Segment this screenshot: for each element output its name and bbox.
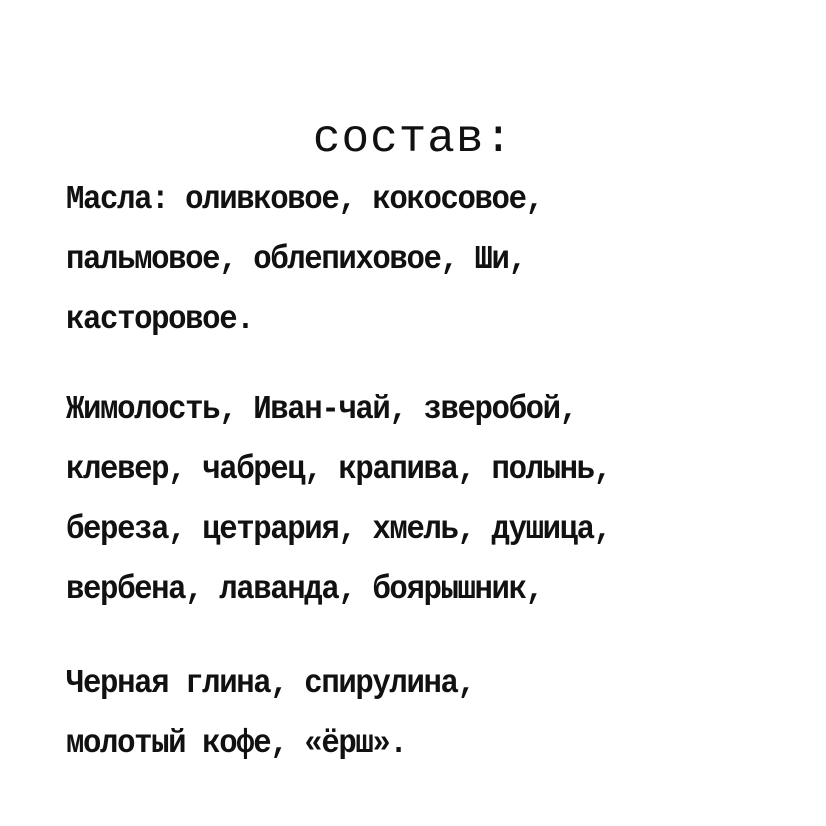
text-line: береза, цетрария, хмель, душица,: [66, 511, 611, 548]
ingredients-oils-paragraph: [66, 170, 791, 350]
text-line: Черная глина, спирулина,: [66, 665, 475, 702]
text-line: клевер, чабрец, крапива, полынь,: [66, 451, 611, 488]
ingredients-other-paragraph: [66, 654, 791, 774]
page-title: состав:: [312, 112, 514, 165]
text-line: вербена, лаванда, боярышник,: [66, 571, 543, 608]
text-line: Жимолость, Иван-чай, зверобой,: [66, 391, 577, 428]
text-line: пальмовое, облепиховое, Ши,: [66, 241, 526, 278]
text-line: касторовое.: [66, 301, 254, 338]
text-line: Масла: оливковое, кокосовое,: [66, 181, 543, 218]
text-line: молотый кофе, «ёрш».: [66, 725, 407, 762]
ingredients-herbs-paragraph: [66, 380, 791, 620]
